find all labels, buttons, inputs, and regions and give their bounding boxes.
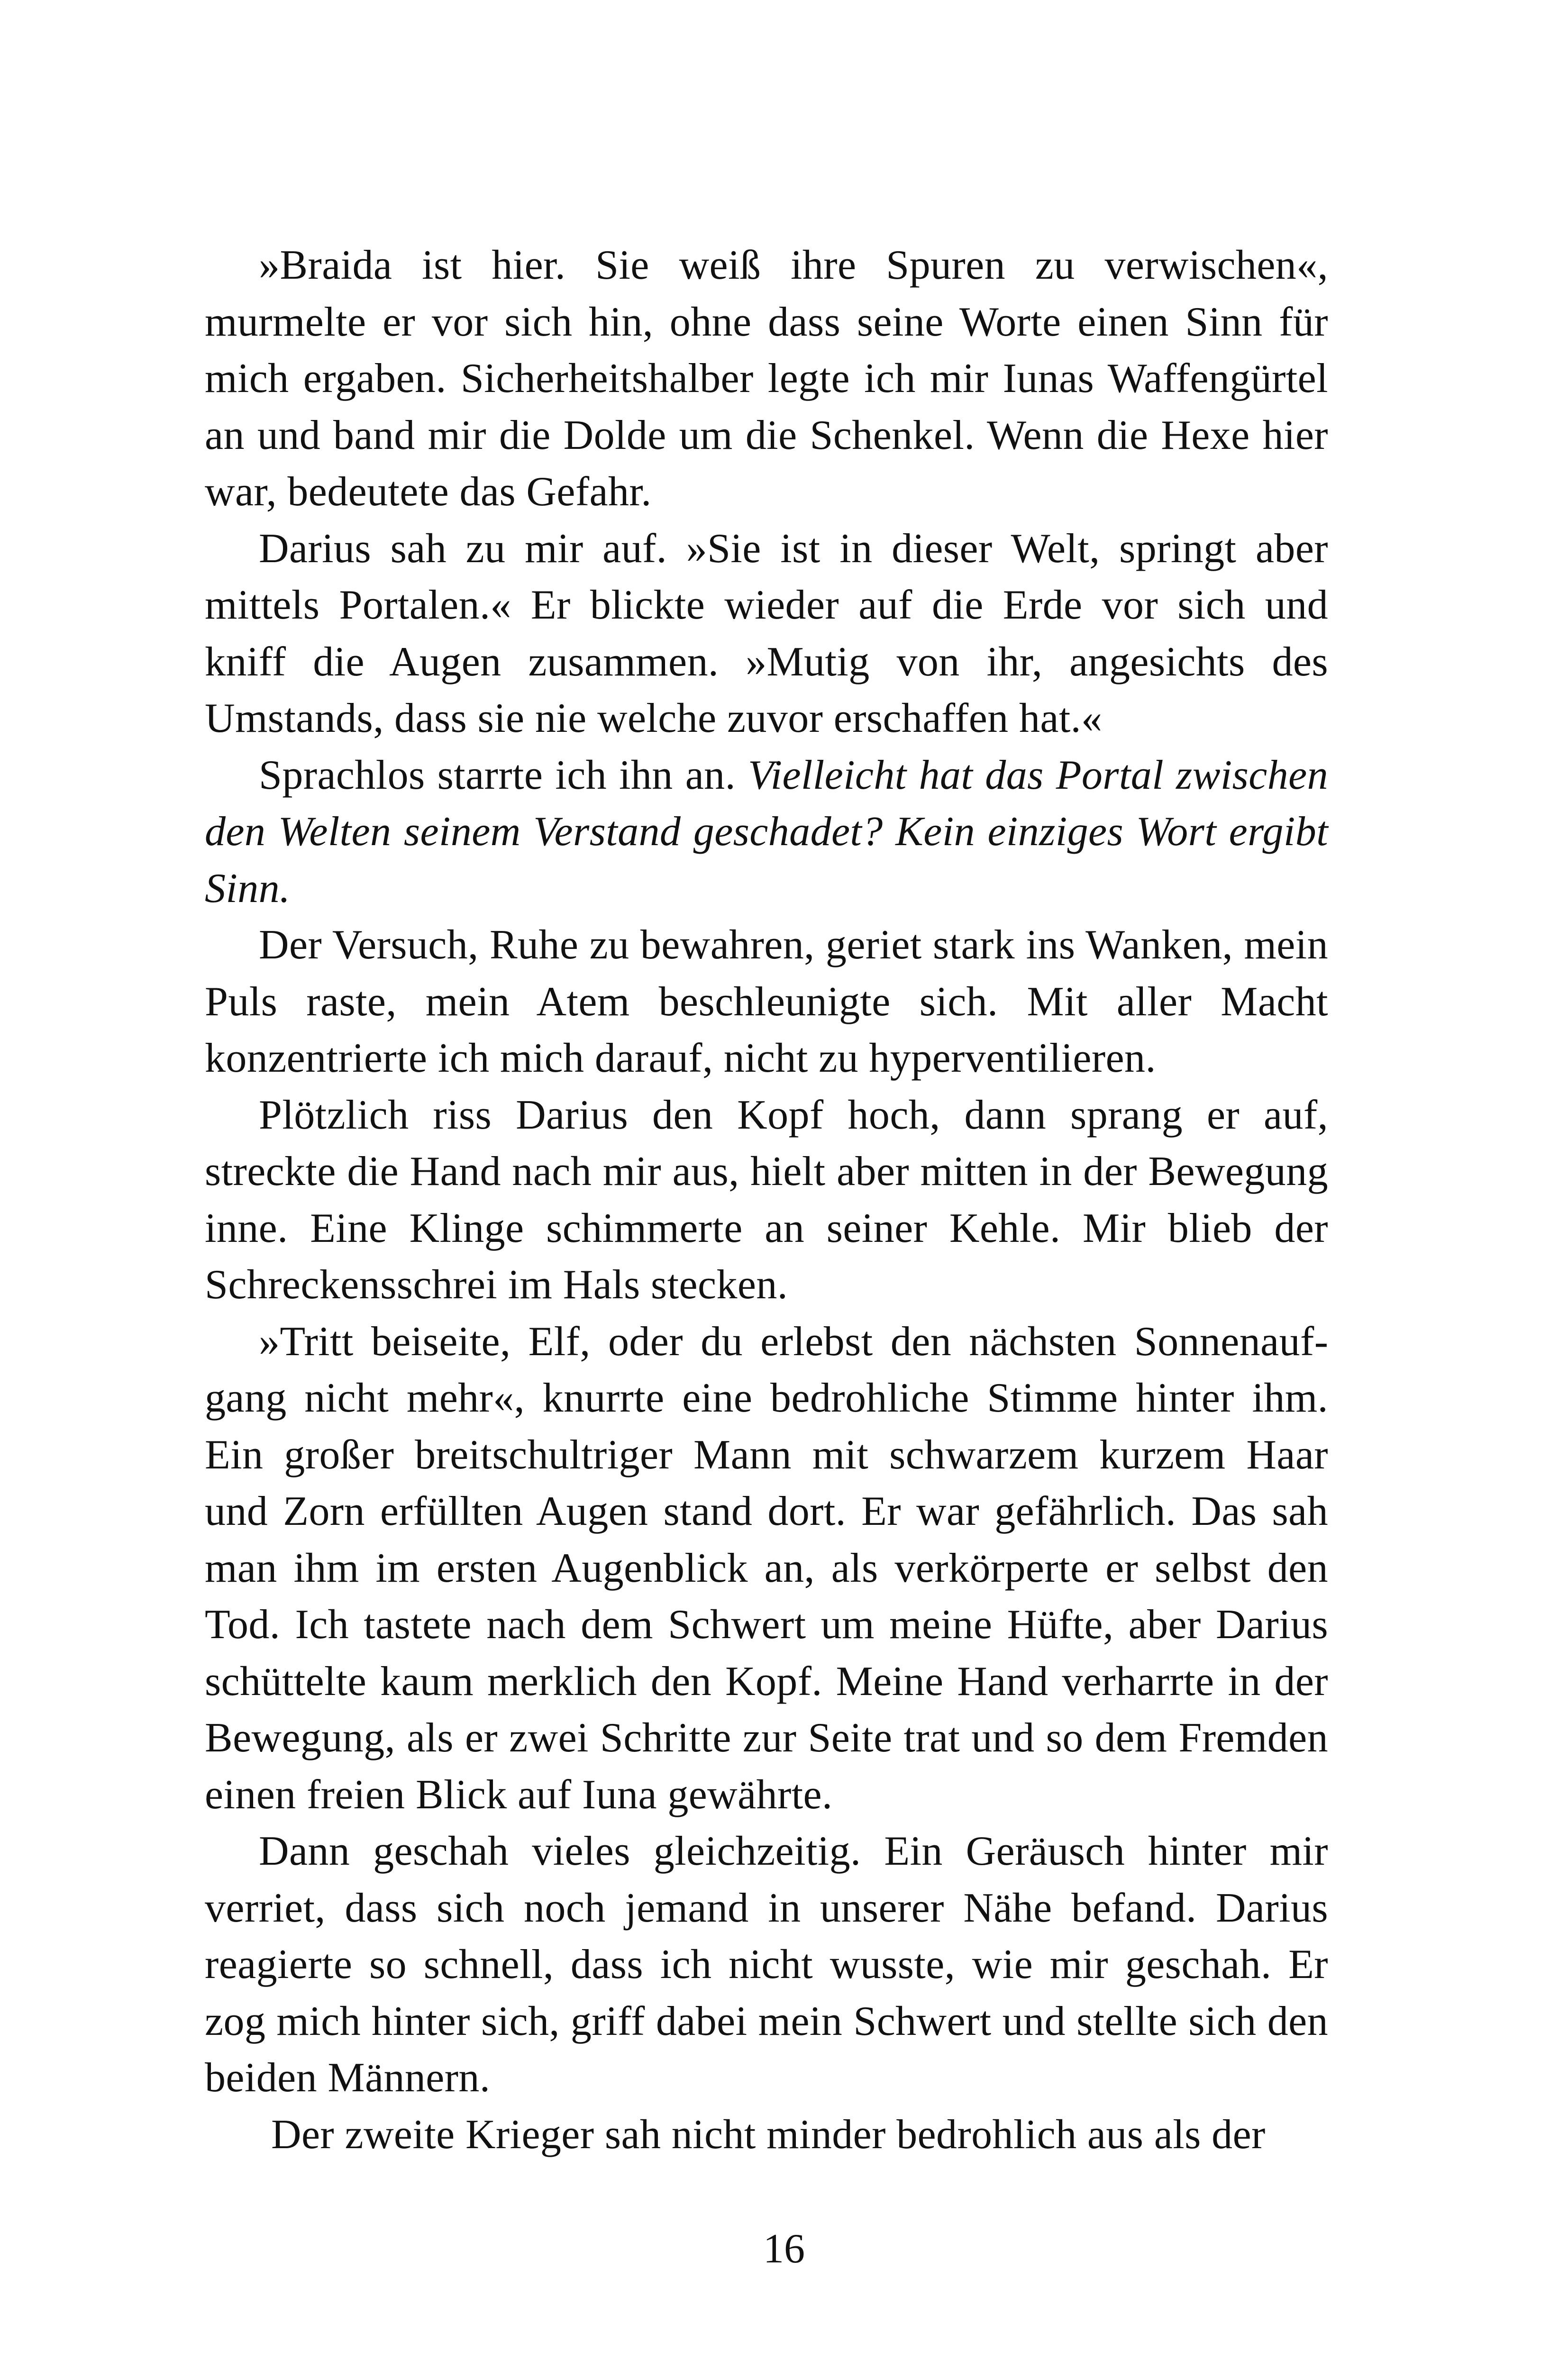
paragraph [205,2106,1328,2163]
paragraph-text: Darius sah zu mir auf. »Sie ist in dieser Welt, springt aber mittels Portalen.« Er blickte wieder auf die Erde vor sich und kniff die Augen zusammen. »Mutig von ihr, angesichts des Umstands, dass sie nie welche zuvor erschaffen hat.« [205,525,1328,741]
paragraph [205,1087,1328,1313]
page-number: 16 [763,2226,805,2272]
paragraph [205,1823,1328,2106]
paragraph-text: »Tritt beiseite, Elf, oder du erlebst den nächsten Sonnenaufgang nicht mehr«, knurrte eine bedrohliche Stimme hinter ihm. Ein großer breitschultriger Mann mit schwarzem kurzem Haar und Zorn erfüllten Augen stand dort. Er war gefährlich. Das sah man ihm im ersten Augenblick an, als verkörperte er selbst den Tod. Ich tastete nach dem Schwert um meine Hüfte, aber Darius schüttelte kaum merklich den Kopf. Meine Hand verharrte in der Bewegung, als er zwei Schritte zur Seite trat und so dem Fremden einen freien Blick auf Iuna gewährte. [205,1318,1328,1818]
paragraph-text: Sprachlos starrte ich ihn an. [259,752,748,798]
paragraph [205,520,1328,747]
paragraph [205,237,1328,520]
paragraph-text: »Braida ist hier. Sie weiß ihre Spuren zu verwischen«, murmelte er vor sich hin, ohne dass seine Worte einen Sinn für mich ergaben. Sicherheitshalber legte ich mir Iunas Waffengürtel an und band mir die Dolde um die Schenkel. Wenn die Hexe hier war, bedeutete das Gefahr. [205,242,1328,515]
paragraph-text: Der zweite Krieger sah nicht minder bedrohlich aus als der [271,2111,1266,2158]
paragraph [205,917,1328,1087]
paragraph-text: Dann geschah vieles gleichzeitig. Ein Geräusch hinter mir verriet, dass sich noch jemand in unserer Nähe befand. Darius reagierte so schnell, dass ich nicht wusste, wie mir geschah. Er zog mich hinter sich, griff dabei mein Schwert und stellte sich den beiden Männern. [205,1828,1328,2101]
body-text [205,237,1328,2163]
paragraph [205,747,1328,917]
italic-thought: Vielleicht hat das Portal zwischen den Welten seinem Verstand geschadet? Kein einziges Wort ergibt Sinn. [205,752,1328,912]
paragraph [205,1313,1328,1823]
paragraph-text: Der Versuch, Ruhe zu bewahren, geriet stark ins Wanken, mein Puls raste, mein Atem beschleunigte sich. Mit aller Macht konzentrierte ich mich darauf, nicht zu hyperventilieren. [205,922,1328,1081]
paragraph-text: Plötzlich riss Darius den Kopf hoch, dann sprang er auf, streckte die Hand nach mir aus, hielt aber mitten in der Bewegung inne. Eine Klinge schimmerte an seiner Kehle. Mir blieb der Schreckensschrei im Hals stecken. [205,1092,1328,1308]
